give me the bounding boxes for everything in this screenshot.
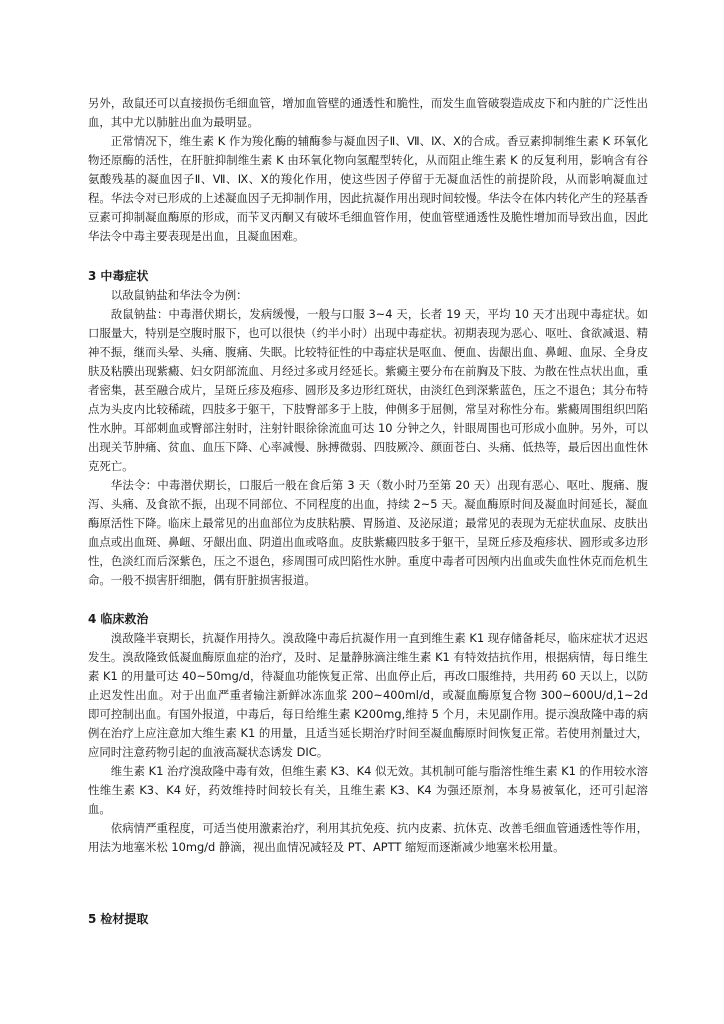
section-4-paragraph-2: 维生素 K1 治疗溴敌隆中毒有效，但维生素 K3、K4 似无效。其机制可能与脂溶性维生素 K1 的作用较水溶性维生素 K3、K4 好，药效维持时间较长有关，且维生素 K3、K4 为强还原剂，本身易被氧化，还可引起溶血。 [88,764,648,816]
section-3-paragraph-3: 华法令：中毒潜伏期长，口服后一般在食后第 3 天（数小时乃至第 20 天）出现有恶心、呕吐、腹痛、腹泻、头痛、及食欲不振，出现不同部位、不同程度的出血，持续 2~5 天。凝血酶原时间及凝血时间延长，凝血酶原活性下降。临床上最常见的出血部位为皮肤粘膜、胃肠道、及泌尿道；最常见的表现为无症状血尿、皮肤出血点或出血斑、鼻衄、牙龈出血、阴道出血或咯血。皮肤紫癜四肢多于躯干，呈斑丘疹及疱疹状、圆形或多边形性，色淡红而后深紫色，压之不退色，疹周围可成凹陷性水肿。重度中毒者可因颅内出血或失血性休克而危机生命。一般不损害肝细胞，偶有肝脏损害报道。 [88,478,648,587]
section-4-number: 4 [88,612,97,626]
section-3-number: 3 [88,269,97,283]
intro-paragraph-1: 另外，敌鼠还可以直接损伤毛细血管，增加血管壁的通透性和脆性，而发生血管破裂造成皮下和内脏的广泛性出血，其中尤以肺脏出血为最明显。 [88,96,648,129]
intro-paragraph-2: 正常情况下，维生素 K 作为羧化酶的辅酶参与凝血因子Ⅱ、Ⅶ、Ⅸ、Ⅹ的合成。香豆素抑制维生素 K 环氧化物还原酶的活性，在肝脏抑制维生素 K 由环氧化物向氢醌型转化，从而阻止维生素 K 的反复利用，影响含有谷氨酸残基的凝血因子Ⅱ、Ⅶ、Ⅸ、Ⅹ的羧化作用，使这些因子停留于无凝血活性的前提阶段，从而影响凝血过程。华法令对已形成的上述凝血因子无抑制作用，因此抗凝作用出现时间较慢。华法令在体内转化产生的羟基香豆素可抑制凝血酶原的形成，而苄叉丙酮又有破坏毛细血管作用，使血管壁通透性及脆性增加而导致出血，因此华法令中毒主要表现是出血，且凝血困难。 [88,134,648,243]
section-4-title: 临床救治 [100,612,149,626]
section-3-paragraph-1: 以敌鼠钠盐和华法令为例： [110,288,248,302]
section-5-heading [88,910,648,929]
section-3-heading [88,267,648,286]
section-5 [88,910,648,929]
intro-section [88,94,648,246]
section-3 [88,267,648,590]
section-4 [88,610,648,857]
section-5-number: 5 [88,912,97,926]
section-5-title: 检材提取 [100,912,149,926]
section-3-title: 中毒症状 [100,269,149,283]
section-4-paragraph-3: 依病情严重程度，可适当使用激素治疗，利用其抗免疫、抗内皮素、抗休克、改善毛细血管通透性等作用，用法为地塞米松 10mg/d 静滴，视出血情况减轻及 PT、APTT 缩短而逐渐减少地塞米松用量。 [88,821,648,854]
section-3-paragraph-2: 敌鼠钠盐：中毒潜伏期长，发病缓慢，一般与口服 3~4 天，长者 19 天，平均 10 天才出现中毒症状。如口服量大，特别是空腹时服下，也可以很快（约半小时）出现中毒症状。初期表现为恶心、呕吐、食欲减退、精神不振，继而头晕、头痛、腹痛、失眠。比较特征性的中毒症状是呕血、便血、齿龈出血、鼻衄、血尿、全身皮肤及粘膜出现紫癜、妇女阴部流血、月经过多或月经延长。紫癜主要分布在前胸及下肢、为散在性点状出血，重者密集，甚至融合成片，呈斑丘疹及疱疹、圆形及多边形红斑状，由淡红色到深紫蓝色，压之不退色；其分布特点为头皮内比较稀疏，四肢多于躯干，下肢臀部多于上肢，伸侧多于屈侧，常呈对称性分布。紫癜周围组织凹陷性水肿。耳部刺血或臀部注射时，注射针眼徐徐流血可达 10 分钟之久，针眼周围也可形成小血肿。另外，可以出现关节肿痛、贫血、血压下降、心率减慢、脉搏微弱、四肢厥冷、颜面苍白、头痛、低热等，最后因出血性休克死亡。 [88,307,648,473]
section-4-paragraph-1: 溴敌隆半衰期长，抗凝作用持久。溴敌隆中毒后抗凝作用一直到维生素 K1 现存储备耗尽，临床症状才迟迟发生。溴敌隆致低凝血酶原血症的治疗，及时、足量静脉滴注维生素 K1 有特效拮抗作用，根据病情，每日维生素 K1 的用量可达 40~50mg/d，待凝血功能恢复正常、出血停止后，再改口服维持，共用药 60 天以上，以防止迟发性出血。对于出血严重者输注新鲜冰冻血浆 200~400ml/d，或凝血酶原复合物 300~600U/d,1~2d 即可控制出血。有国外报道，中毒后，每日给维生素 K200mg,维持 5 个月，未见副作用。提示溴敌隆中毒的病例在治疗上应注意加大维生素 K1 的用量，且适当延长期治疗时间至凝血酶原时间恢复正常。若使用剂量过大，应同时注意药物引起的血液高凝状态诱发 DIC。 [88,631,648,759]
section-4-heading [88,610,648,629]
